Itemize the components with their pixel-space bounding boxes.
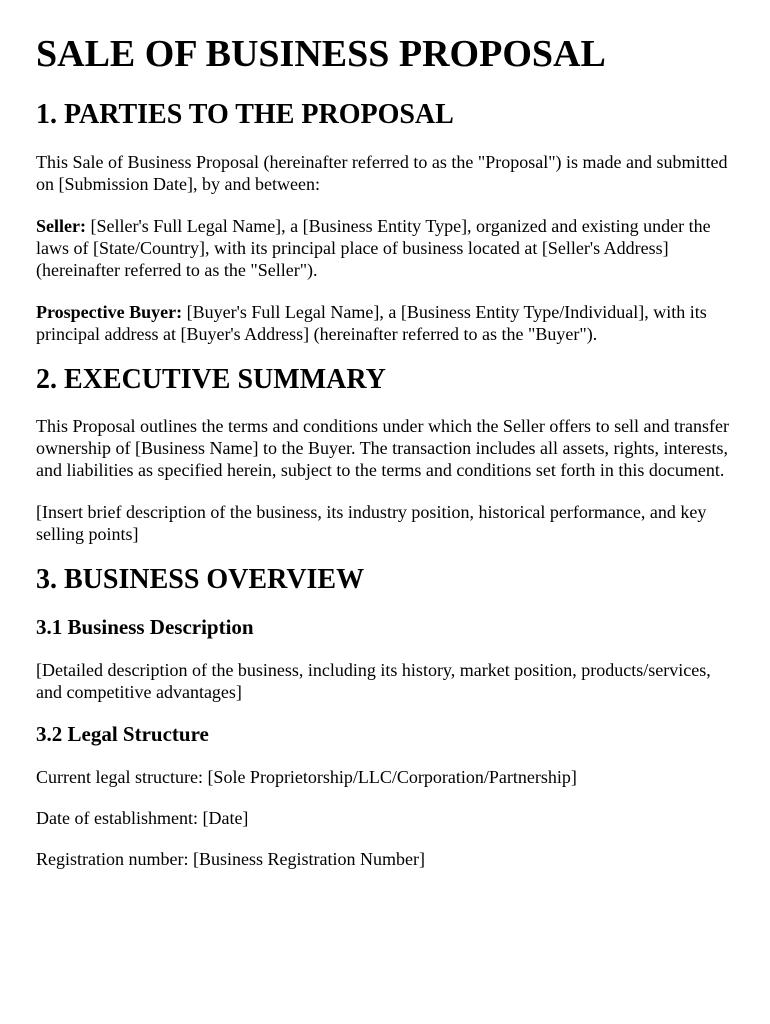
registration-number-line: Registration number: [Business Registration Number] bbox=[36, 849, 425, 870]
seller-text: [Seller's Full Legal Name], a [Business Entity Type], organized and existing under the laws of [State/Country], with its principal place of business located at [Seller's Address] (hereinafter referred to as the "Seller"). bbox=[36, 215, 711, 280]
business-description-text: [Detailed description of the business, including its history, market position, products/services, and competitive advantages] bbox=[36, 660, 711, 703]
summary-paragraph-1: This Proposal outlines the terms and conditions under which the Seller offers to sell and transfer ownership of [Business Name] to the Buyer. The transaction includes all assets, rights, interests, and liabilities as specified herein, subject to the terms and conditions set forth in this document. bbox=[36, 416, 730, 481]
section-heading-business-overview: 3. BUSINESS OVERVIEW bbox=[36, 564, 365, 596]
section-executive-summary bbox=[36, 365, 734, 546]
subsection-heading-legal-structure: 3.2 Legal Structure bbox=[36, 722, 209, 747]
section-parties bbox=[36, 100, 734, 345]
section-business-overview bbox=[36, 565, 734, 870]
seller-paragraph bbox=[36, 215, 734, 281]
section-heading-parties: 1. PARTIES TO THE PROPOSAL bbox=[36, 98, 454, 130]
buyer-label: Prospective Buyer: bbox=[36, 301, 183, 322]
document-title: SALE OF BUSINESS PROPOSAL bbox=[36, 33, 606, 75]
legal-structure-line: Current legal structure: [Sole Proprietorship/LLC/Corporation/Partnership] bbox=[36, 767, 577, 788]
parties-intro: This Sale of Business Proposal (hereinafter referred to as the "Proposal") is made and submitted on [Submission Date], by and between: bbox=[36, 151, 728, 194]
summary-paragraph-2: [Insert brief description of the business, its industry position, historical performance, and key selling points] bbox=[36, 502, 707, 545]
buyer-text: [Buyer's Full Legal Name], a [Business Entity Type/Individual], with its principal address at [Buyer's Address] (hereinafter referred to as the "Buyer"). bbox=[36, 301, 707, 344]
seller-label: Seller: bbox=[36, 215, 86, 236]
section-heading-executive-summary: 2. EXECUTIVE SUMMARY bbox=[36, 363, 386, 395]
date-established-line: Date of establishment: [Date] bbox=[36, 808, 249, 829]
subsection-heading-business-description: 3.1 Business Description bbox=[36, 615, 254, 640]
buyer-paragraph bbox=[36, 301, 734, 345]
